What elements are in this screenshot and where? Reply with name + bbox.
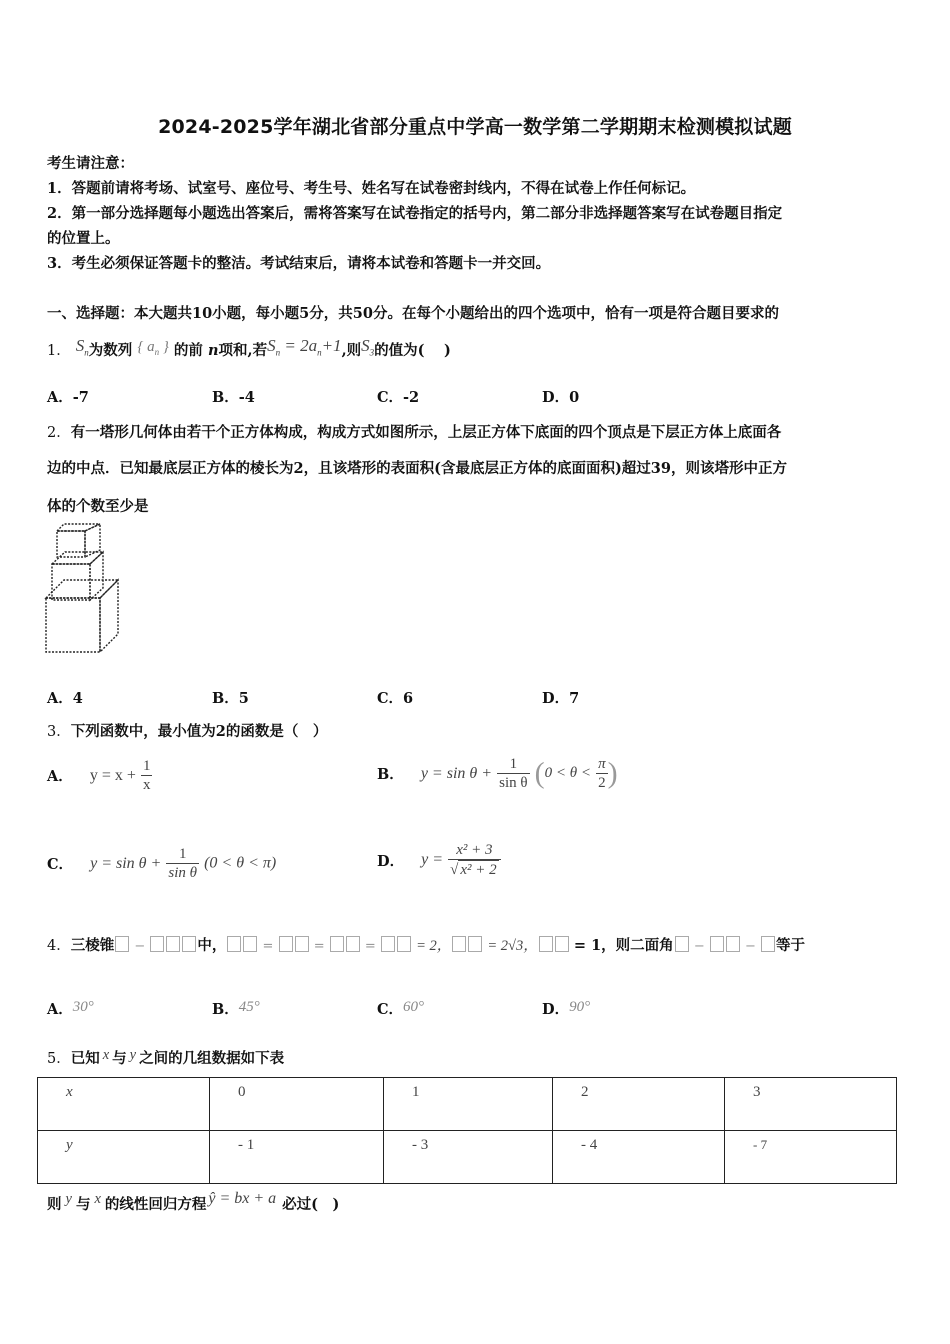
bottom-cube-top	[46, 580, 118, 598]
table-cell: x	[38, 1078, 210, 1131]
notice-item-3: 3．考生必须保证答题卡的整洁。考试结束后，请将本试卷和答题卡一并交回。	[47, 255, 551, 272]
q4-text-1: 三棱锥	[70, 937, 115, 954]
q3-option-c[interactable]: C． y = sin θ + $\frac{1}{\text{sin θ}}$ (0 < θ < π)	[47, 846, 277, 881]
q1-sequence: { $a_n$ }	[137, 339, 169, 357]
top-cube-top	[57, 524, 100, 531]
q5-y: y	[129, 1047, 137, 1063]
q3-option-b[interactable]: B． y = sin θ + $\frac{1}{\text{sin θ}}$ (0 < θ < $\frac{\pi}{2}$ )	[377, 756, 618, 791]
q1-option-a[interactable]: A．-7	[47, 389, 89, 406]
q5-after-x: x	[94, 1191, 101, 1207]
q2-option-b[interactable]: B．5	[212, 690, 249, 707]
middle-cube-side	[90, 552, 103, 600]
q5-after-2: 与	[75, 1196, 91, 1213]
notice-heading: 考生请注意：	[47, 155, 134, 172]
data-table	[37, 1077, 897, 1184]
q4-option-d[interactable]: D．90°	[542, 999, 591, 1018]
q1-sn: $S_n$	[75, 336, 89, 358]
q5-after-1: 则	[47, 1196, 62, 1213]
q4-edge-3	[538, 939, 574, 954]
question-2	[47, 421, 781, 442]
notice-item-1: 1．答题前请将考场、试室号、座位号、考生号、姓名写在试卷密封线内，不得在试卷上作任何标记。	[47, 180, 696, 197]
page-title: 2024-2025学年湖北省部分重点中学高一数学第二学期期末检测模拟试题	[158, 116, 792, 138]
q3-option-a[interactable]: A． y = x + $\frac{1}{x}$	[47, 758, 151, 793]
q1-text-3: 项和,若	[218, 342, 268, 359]
table-cell: y	[38, 1131, 210, 1184]
q3-option-d[interactable]: D． y = $\frac{\text{x² + 3}}{\text{√ x² + 2}}$	[377, 841, 501, 879]
q1-text-4: ,则	[341, 342, 362, 359]
q1-s3: $S_3$	[361, 336, 375, 358]
q4-option-b[interactable]: B．45°	[212, 999, 260, 1018]
q3-stem: 下列函数中，最小值为2的函数是（ ）	[70, 723, 328, 740]
q5-followup	[47, 1190, 339, 1214]
q5-text-2: 与	[112, 1050, 127, 1067]
middle-cube-top	[52, 552, 103, 564]
question-3	[47, 720, 327, 741]
q5-number: 5．	[47, 1051, 71, 1067]
question-5	[47, 1047, 284, 1068]
bottom-cube-front	[46, 598, 100, 652]
q5-text-1: 已知	[70, 1050, 100, 1067]
q3-number: 3．	[47, 724, 71, 740]
table-cell: - 3	[384, 1131, 553, 1184]
section-heading: 一、选择题：本大题共10小题，每小题5分，共50分。在每个小题给出的四个选项中，恰有一项是符合题目要求的	[47, 305, 779, 322]
q2-line-2: 边的中点．已知最底层正方体的棱长为2，且该塔形的表面积(含最底层正方体的底面面积)超过39，则该塔形中正方	[47, 460, 787, 477]
q2-option-c[interactable]: C．6	[377, 690, 414, 707]
q2-number: 2．	[47, 425, 71, 441]
q1-n: n	[207, 342, 219, 359]
q1-text-2: 的前	[173, 342, 203, 359]
q1-text-1: 为数列	[88, 342, 133, 359]
table-cell: 2	[553, 1078, 725, 1131]
q4-text-3: = 2，	[416, 938, 452, 954]
q4-text-5: = 1，则二面角	[573, 937, 674, 954]
notice-item-2: 2．第一部分选择题每小题选出答案后，需将答案写在试卷指定的括号内，第二部分非选择题答案写在试卷题目指定	[47, 205, 783, 222]
tower-figure	[40, 518, 130, 656]
q1-option-d[interactable]: D．0	[542, 389, 580, 406]
table-cell: 0	[210, 1078, 384, 1131]
q4-pyramid-symbol: −	[114, 939, 197, 954]
q5-after-3: 的线性回归方程	[104, 1196, 207, 1213]
bottom-cube-side	[100, 580, 118, 652]
q4-number: 4．	[47, 938, 71, 954]
q4-edge-equalities: = = =	[226, 939, 416, 954]
q2-line-1: 有一塔形几何体由若干个正方体构成，构成方式如图所示，上层正方体下底面的四个顶点是下层正方体上底面各	[70, 424, 782, 441]
q4-option-a[interactable]: A．30°	[47, 999, 94, 1018]
q1-equation: $S_n = 2a_n+1$	[267, 336, 342, 358]
q1-option-c[interactable]: C．-2	[377, 389, 420, 406]
q5-text-3: 之间的几组数据如下表	[139, 1050, 285, 1067]
q5-after-y: y	[65, 1191, 72, 1207]
q4-text-6: 等于	[776, 937, 806, 954]
question-4	[47, 934, 805, 955]
q4-edge-2	[451, 939, 487, 954]
table-row	[38, 1131, 897, 1184]
q2-option-d[interactable]: D．7	[542, 690, 580, 707]
q5-x: x	[102, 1047, 110, 1063]
q5-regression-equation: ŷ = bx + a	[208, 1190, 277, 1207]
table-cell: - 4	[553, 1131, 725, 1184]
q1-text-5: 的值为( )	[374, 342, 451, 359]
q5-after-4: 必过( )	[282, 1196, 340, 1213]
q4-dihedral-symbol: − −	[674, 939, 776, 954]
notice-item-2-cont: 的位置上。	[47, 230, 120, 247]
q4-option-c[interactable]: C．60°	[377, 999, 425, 1018]
table-row	[38, 1078, 897, 1131]
table-cell: - 1	[210, 1131, 384, 1184]
table-cell: - 7	[725, 1131, 897, 1184]
table-cell: 1	[384, 1078, 553, 1131]
q4-text-2: 中，	[197, 937, 227, 954]
q2-option-a[interactable]: A．4	[47, 690, 83, 707]
q1-number: 1．	[47, 343, 71, 359]
q4-text-4: = 2√3，	[487, 938, 538, 954]
question-1	[47, 336, 451, 360]
top-cube-front	[57, 531, 85, 557]
middle-cube-front	[52, 564, 90, 600]
table-cell: 3	[725, 1078, 897, 1131]
q2-line-3: 体的个数至少是	[47, 498, 149, 515]
q1-option-b[interactable]: B．-4	[212, 389, 255, 406]
